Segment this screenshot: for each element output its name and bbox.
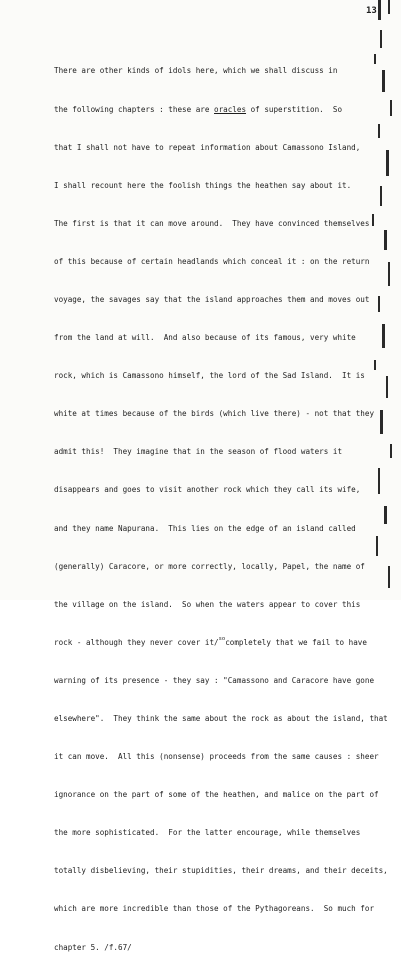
margin-mark [382,70,385,92]
text-fragment: of superstition. So [246,104,343,114]
margin-mark [384,506,387,524]
margin-mark [380,186,382,206]
text-line: The first is that it can move around. They have convinced themselves [54,218,370,228]
margin-mark [378,468,380,494]
text-line: from the land at will. And also because of its famous, very white [54,333,356,343]
text-line: (generally) Caracore, or more correctly, locally, Papel, the name of [54,561,365,571]
text-line: which are more incredible than those of the Pythagoreans. So much for [54,904,375,914]
margin-mark [382,324,385,348]
text-fragment: completely that we fail to have [225,637,367,647]
text-line: and they name Napurana. This lies on the edge of an island called [54,523,356,533]
text-line: the village on the island. So when the waters appear to cover this [54,599,361,609]
underlined-word-oracles: oracles [214,104,247,114]
text-line: it can move. All this (nonsense) proceeds from the same causes : sheer [54,752,379,762]
text-line: warning of its presence - they say : "Camassono and Caracore have gone [54,675,375,685]
body-text [54,40,388,980]
text-line: I shall recount here the foolish things the heathen say about it. [54,180,352,190]
margin-mark [388,566,390,588]
margin-mark [376,536,378,556]
margin-mark [380,410,383,434]
margin-mark [380,30,382,48]
text-line: ignorance on the part of some of the heathen, and malice on the part of [54,790,379,800]
text-line: chapter 5. /f.67/ [54,942,132,952]
margin-mark [374,54,376,64]
bleed-through-margin [360,0,401,600]
text-line: white at times because of the birds (which live there) - not that they [54,409,375,419]
text-line: totally disbelieving, their stupidities, their dreams, and their deceits, [54,866,388,876]
margin-mark [374,360,376,370]
margin-mark [372,214,374,226]
margin-mark [390,444,392,458]
text-line: There are other kinds of idols here, which we shall discuss in [54,66,338,76]
text-line: disappears and goes to visit another rock which they call its wife, [54,485,361,495]
margin-mark [384,230,387,250]
text-line: elsewhere". They think the same about the rock as about the island, that [54,714,388,723]
handwritten-insertion: so [218,635,226,642]
margin-mark [378,296,380,312]
margin-mark [390,100,392,116]
margin-mark [388,0,390,14]
text-line [54,637,372,650]
text-fragment: the following chapters : these are [54,104,215,114]
text-line: voyage, the savages say that the island approaches them and moves out [54,294,370,304]
text-line [54,104,372,117]
text-line: admit this! They imagine that in the season of flood waters it [54,447,343,457]
page-number: 13 [366,6,377,16]
text-line: the more sophisticated. For the latter encourage, while themselves [54,828,361,838]
text-line: rock, which is Camassono himself, the lord of the Sad Island. It is [54,371,365,381]
margin-mark [388,262,390,286]
margin-mark [386,150,389,176]
text-line: of this because of certain headlands which conceal it : on the return [54,256,370,266]
text-line: that I shall not have to repeat information about Camassono Island, [54,142,361,152]
text-fragment: rock - although they never cover it/ [54,637,219,647]
margin-mark [386,376,388,398]
margin-mark [378,124,380,138]
margin-mark [378,0,381,20]
